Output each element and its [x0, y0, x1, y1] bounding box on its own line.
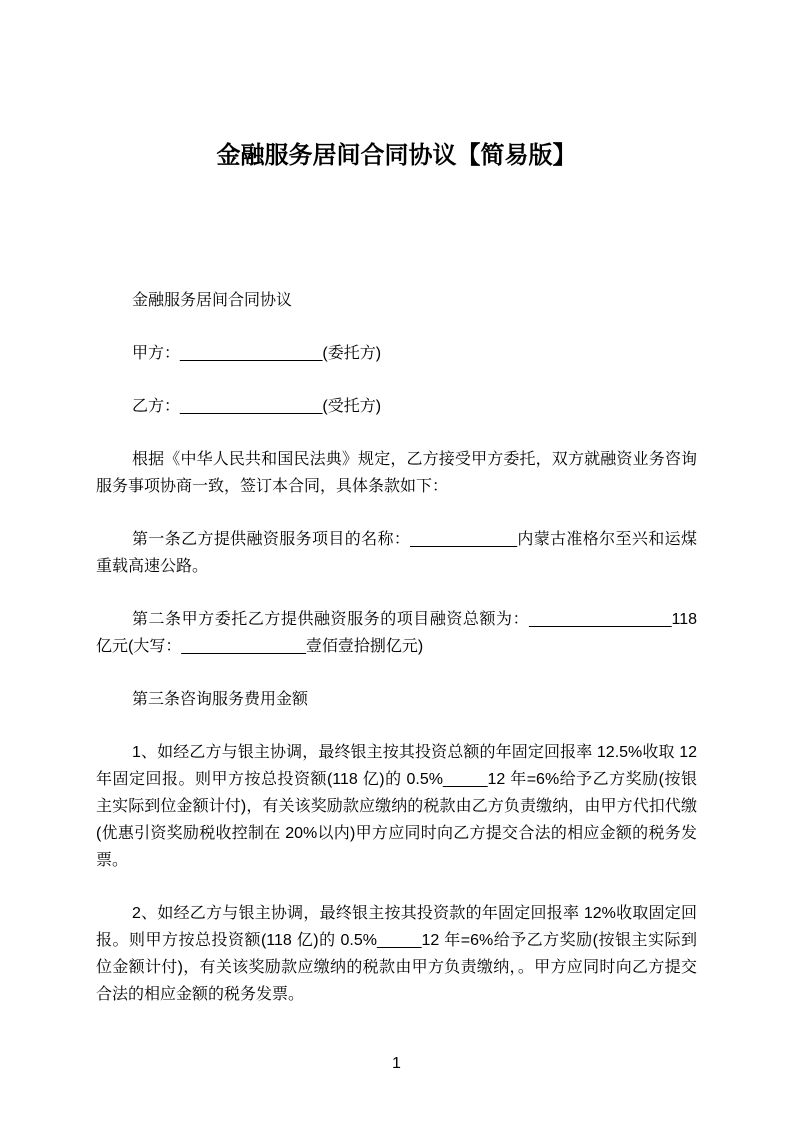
party-b-line: 乙方：________________(受托方) — [132, 398, 382, 415]
page-number: 1 — [392, 1055, 401, 1072]
clause-3-item-2: 2、如经乙方与银主协调，最终银主按其投资款的年固定回报率 12%收取固定回报。则甲方按总投资额(118 亿)的 0.5%_____12 年=6%给予乙方奖励(按银主实际到位金额计付)，有关该奖励款应缴纳的税款由甲方负责缴纳，。甲方应同时向乙方提交合法的相应金额的税务发票。 — [96, 905, 697, 1003]
contract-subtitle: 金融服务居间合同协议 — [132, 292, 293, 309]
clause-3-heading: 第三条咨询服务费用金额 — [132, 691, 309, 708]
clause-2-paragraph: 第二条甲方委托乙方提供融资服务的项目融资总额为：________________118 亿元(大写：______________壹佰壹拾捌亿元) — [96, 611, 697, 655]
party-a-line: 甲方：________________(委托方) — [132, 345, 382, 362]
clause-3-item-1: 1、如经乙方与银主协调，最终银主按其投资总额的年固定回报率 12.5%收取 12 年固定回报。则甲方按总投资额(118 亿)的 0.5%_____12 年=6%给予乙方奖励(按银主实际到位金额计付)，有关该奖励款应缴纳的税款由乙方负责缴纳，由甲方代扣代缴(优惠引资奖励税收控制在 20%以内)甲方应同时向乙方提交合法的相应金额的税务发票。 — [96, 744, 697, 869]
document-title: 金融服务居间合同协议【简易版】 — [216, 142, 577, 169]
document-body — [96, 287, 697, 1008]
clause-1-paragraph: 第一条乙方提供融资服务项目的名称：____________内蒙古准格尔至兴和运煤重载高速公路。 — [96, 531, 697, 575]
preamble-paragraph: 根据《中华人民共和国民法典》规定，乙方接受甲方委托，双方就融资业务咨询服务事项协商一致，签订本合同，具体条款如下： — [96, 451, 697, 495]
